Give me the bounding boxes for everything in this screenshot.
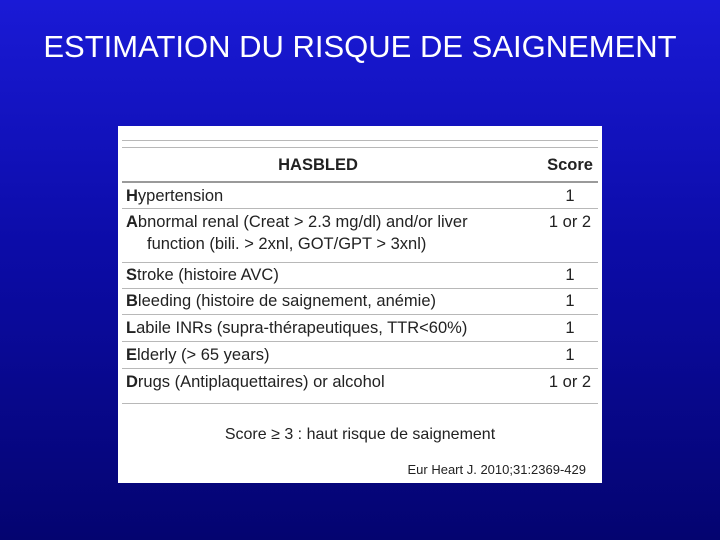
row-rule	[122, 288, 598, 289]
header-rule	[122, 181, 598, 183]
row-rule	[122, 368, 598, 369]
row-score: 1 or 2	[548, 213, 592, 231]
table-bottom-rule	[122, 403, 598, 404]
row-rule	[122, 314, 598, 315]
table-row: Hypertension	[126, 187, 224, 205]
row-score: 1	[565, 292, 575, 310]
row-rule	[122, 262, 598, 263]
table-row: Abnormal renal (Creat > 2.3 mg/dl) and/or liver	[126, 213, 468, 231]
hasbled-table	[118, 126, 602, 483]
row-score: 1	[565, 187, 575, 205]
table-row-continuation: function (bili. > 2xnl, GOT/GPT > 3xnl)	[147, 235, 427, 253]
row-score: 1	[565, 266, 575, 284]
table-top-rule	[122, 140, 598, 141]
row-score: 1 or 2	[548, 373, 592, 391]
table-row: Stroke (histoire AVC)	[126, 266, 279, 284]
header-hasbled: HASBLED	[278, 156, 358, 174]
table-row: Labile INRs (supra-thérapeutiques, TTR<60%)	[126, 319, 468, 337]
table-top-rule-2	[122, 147, 598, 148]
row-score: 1	[565, 319, 575, 337]
header-score: Score	[547, 156, 593, 174]
row-rule	[122, 208, 598, 209]
slide-title: ESTIMATION DU RISQUE DE SAIGNEMENT	[43, 29, 677, 64]
table-row: Drugs (Antiplaquettaires) or alcohol	[126, 373, 385, 391]
table-row: Bleeding (histoire de saignement, anémie)	[126, 292, 437, 310]
table-row: Elderly (> 65 years)	[126, 346, 270, 364]
row-rule	[122, 341, 598, 342]
citation: Eur Heart J. 2010;31:2369-429	[407, 462, 586, 477]
row-score: 1	[565, 346, 575, 364]
risk-threshold-note: Score ≥ 3 : haut risque de saignement	[224, 426, 496, 443]
